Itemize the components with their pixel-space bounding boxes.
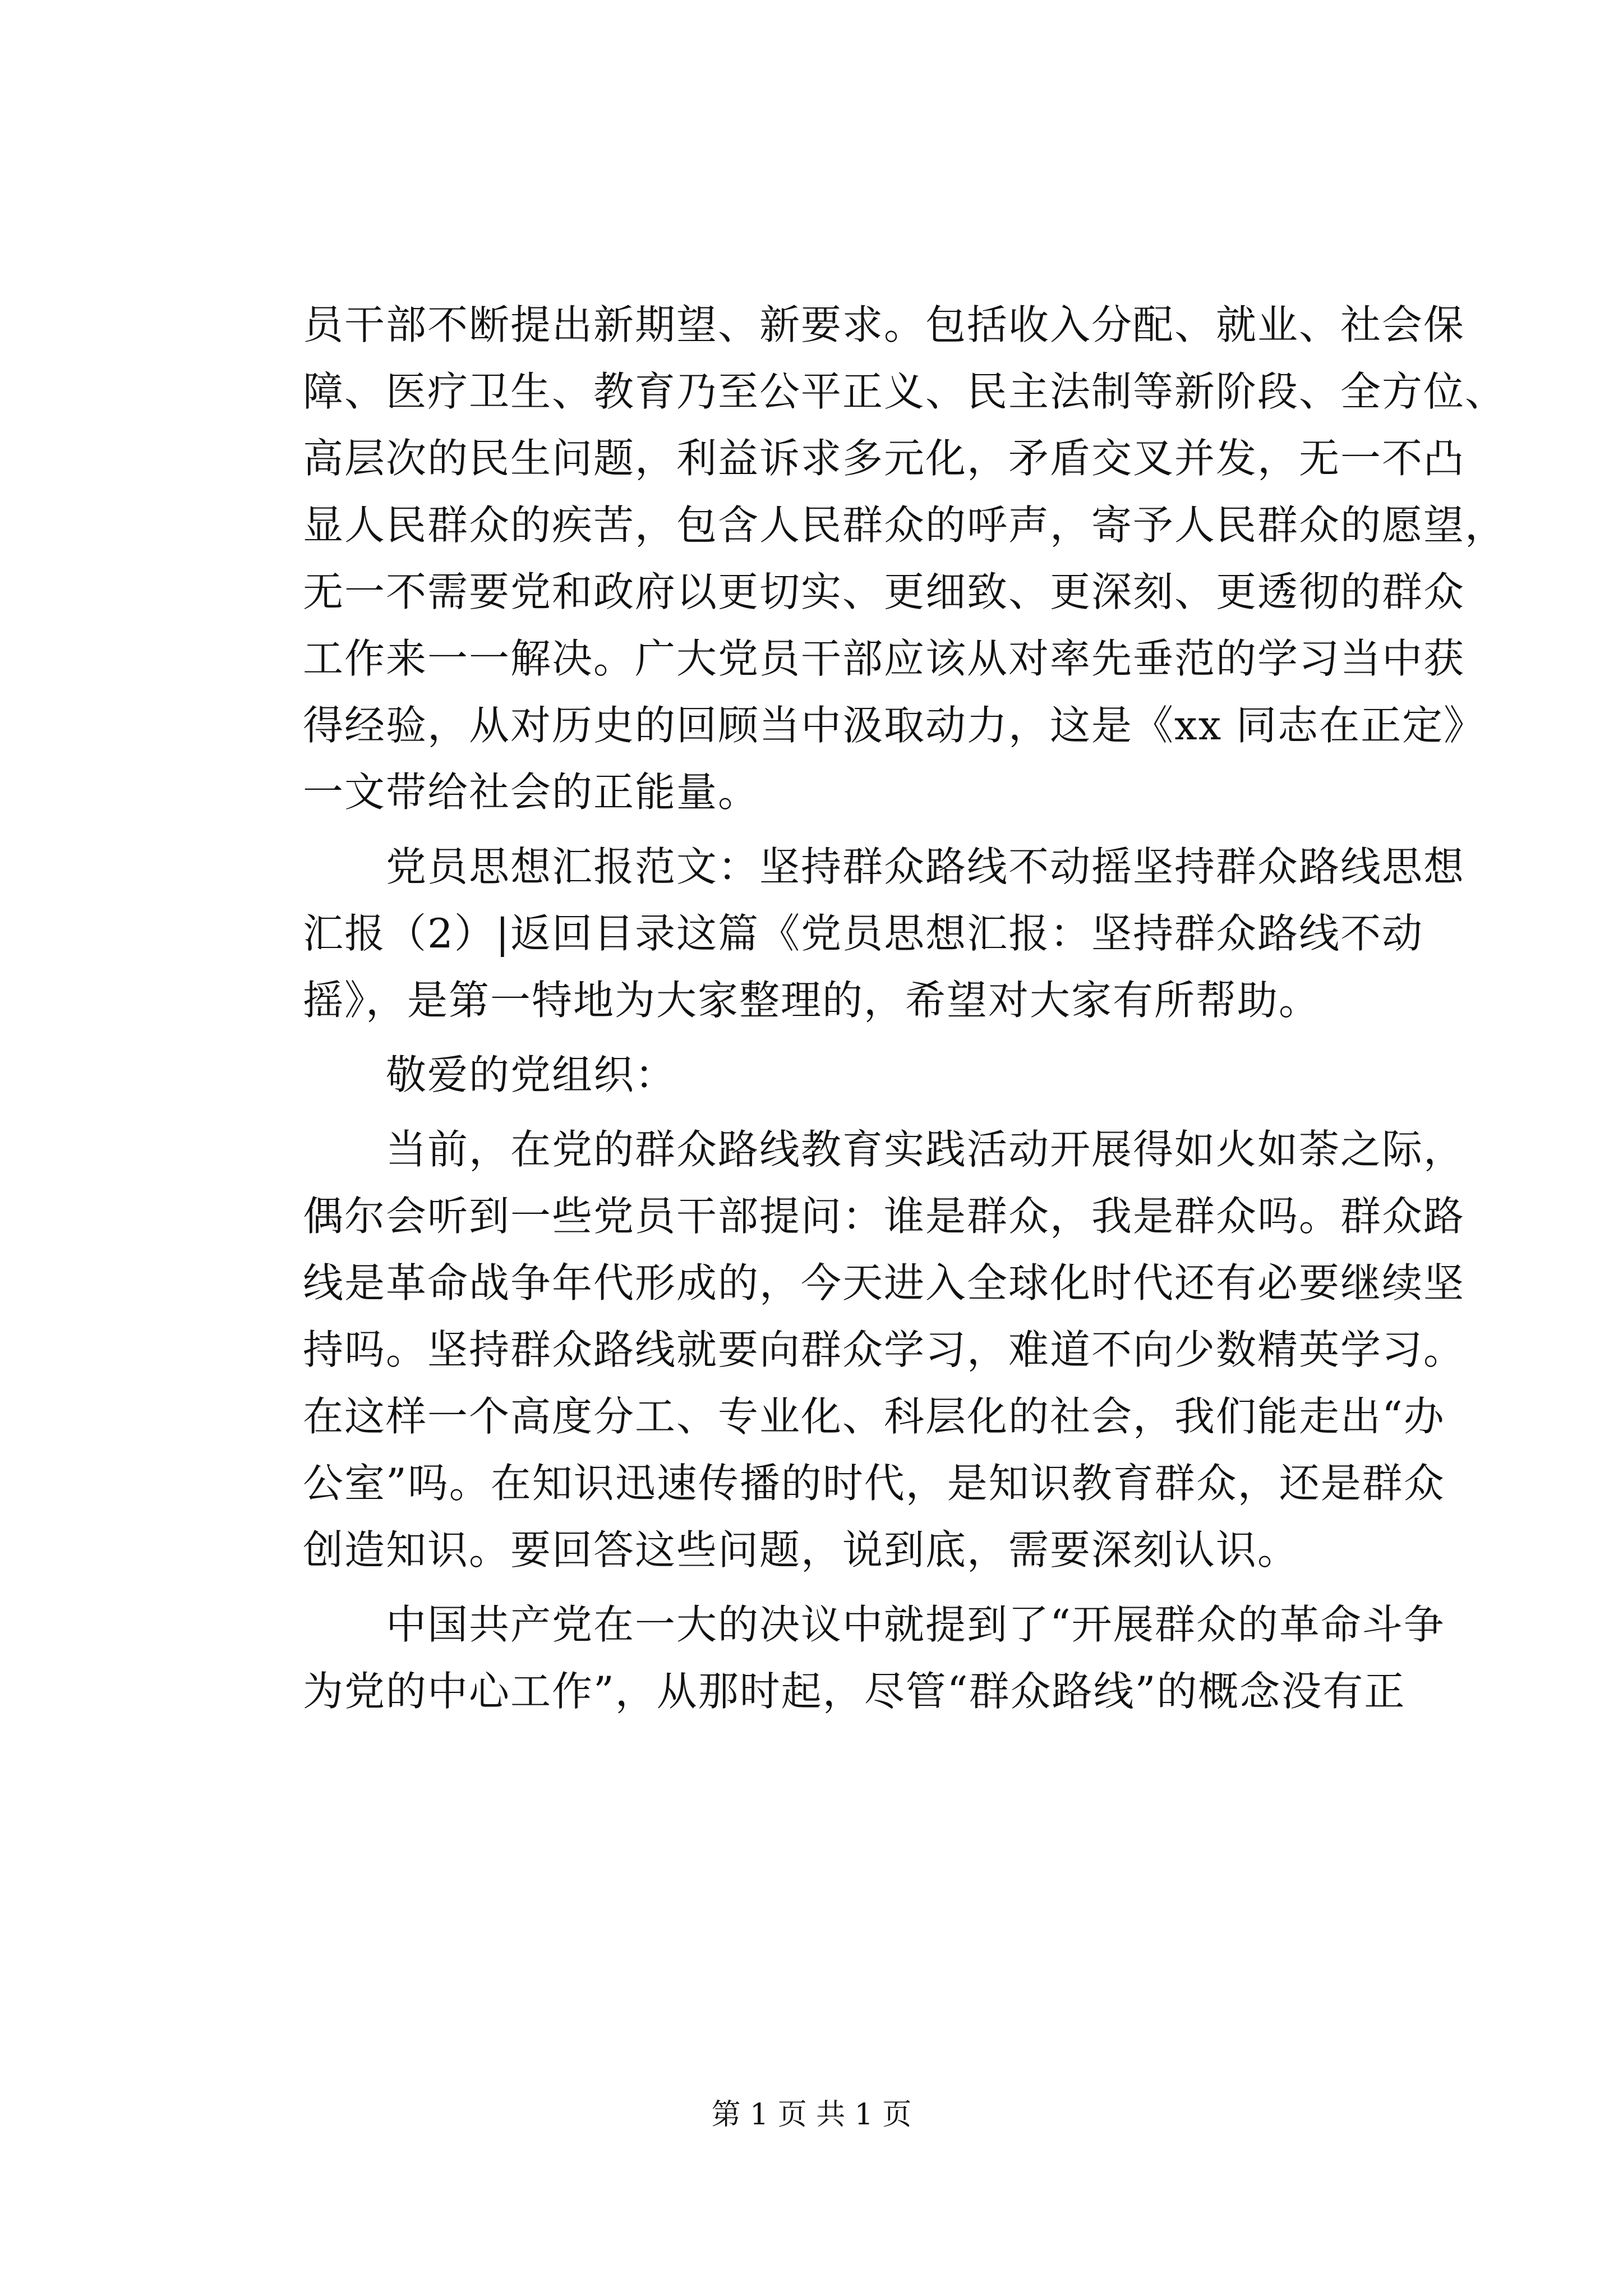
text-line: 显人民群众的疾苦，包含人民群众的呼声，寄予人民群众的愿望， — [303, 501, 1507, 549]
paragraph-gap — [303, 826, 1413, 834]
text-line: 无一不需要党和政府以更切实、更细致、更深刻、更透彻的群众 — [303, 568, 1465, 615]
text-line: 员干部不断提出新期望、新要求。包括收入分配、就业、社会保 — [303, 301, 1465, 348]
paragraph-gap — [303, 1584, 1413, 1591]
text-line: 创造知识。要回答这些问题，说到底，需要深刻认识。 — [303, 1526, 1299, 1573]
paragraph-gap — [303, 1108, 1413, 1116]
text-line: 汇报（2）|返回目录这篇《党员思想汇报：坚持群众路线不动 — [303, 910, 1424, 957]
text-line: 摇》，是第一特地为大家整理的，希望对大家有所帮助。 — [303, 977, 1321, 1024]
text-line: 当前，在党的群众路线教育实践活动开展得如火如荼之际， — [303, 1126, 1465, 1173]
text-line: 持吗。坚持群众路线就要向群众学习，难道不向少数精英学习。 — [303, 1326, 1465, 1373]
text-line: 工作来一一解决。广大党员干部应该从对率先垂范的学习当中获 — [303, 635, 1465, 682]
text-line: 公室”吗。在知识迅速传播的时代，是知识教育群众，还是群众 — [303, 1460, 1445, 1507]
paragraph-gap — [303, 1034, 1413, 1042]
text-line: 高层次的民生问题，利益诉求多元化，矛盾交叉并发，无一不凸 — [303, 435, 1465, 482]
text-line: 一文带给社会的正能量。 — [303, 769, 760, 816]
text-line: 在这样一个高度分工、专业化、科层化的社会，我们能走出“办 — [303, 1393, 1445, 1440]
document-body — [303, 292, 1507, 1725]
salutation: 敬爱的党组织： — [303, 1051, 677, 1098]
text-line: 中国共产党在一大的决议中就提到了“开展群众的革命斗争 — [303, 1601, 1445, 1648]
text-line: 偶尔会听到一些党员干部提问：谁是群众，我是群众吗。群众路 — [303, 1193, 1465, 1240]
text-line: 线是革命战争年代形成的，今天进入全球化时代还有必要继续坚 — [303, 1259, 1465, 1306]
text-line: 为党的中心工作”，从那时起，尽管“群众路线”的概念没有正 — [303, 1668, 1406, 1715]
text-line: 党员思想汇报范文：坚持群众路线不动摇坚持群众路线思想 — [303, 843, 1465, 890]
page-footer: 第 1 页 共 1 页 — [711, 2098, 912, 2132]
text-line: 得经验，从对历史的回顾当中汲取动力，这是《xx 同志在正定》 — [303, 702, 1486, 749]
text-line: 障、医疗卫生、教育乃至公平正义、民主法制等新阶段、全方位、 — [303, 368, 1507, 415]
